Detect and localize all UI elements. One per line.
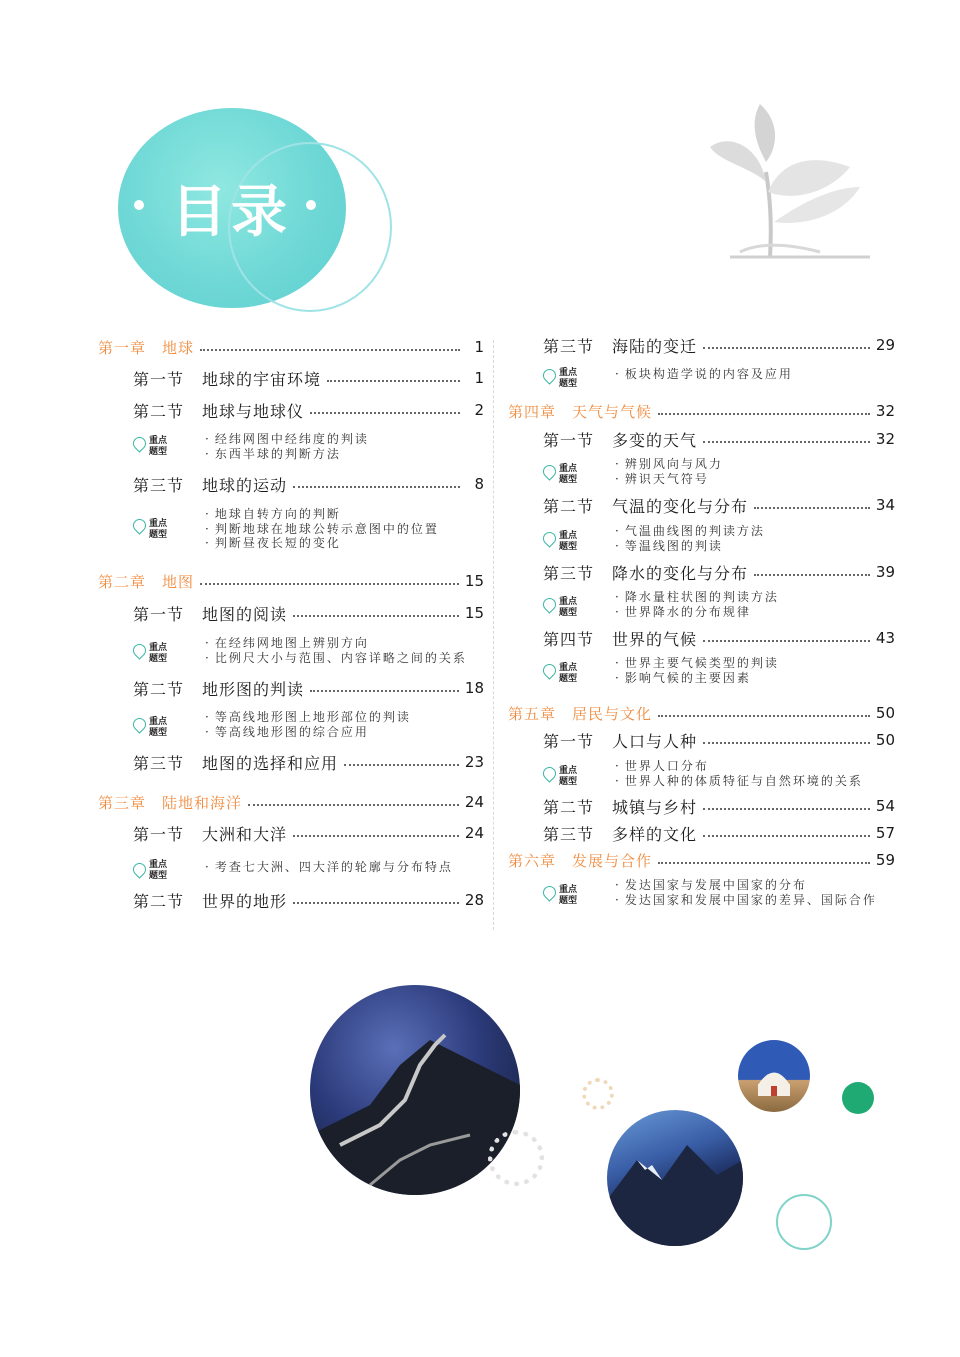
focus-item: · 世界人种的体质特征与自然环境的关系 xyxy=(615,774,863,789)
leader-dots xyxy=(200,349,460,351)
column-divider xyxy=(493,340,494,930)
section-number: 第三节 xyxy=(543,824,595,844)
focus-badge xyxy=(133,507,193,540)
badge-line1: 重点 xyxy=(149,519,168,529)
toc-section-4-1[interactable] xyxy=(508,426,895,452)
section-title: 地图的选择和应用 xyxy=(202,753,339,773)
badge-line1: 重点 xyxy=(559,663,578,673)
focus-item: · 辨识天气符号 xyxy=(615,472,723,487)
badge-line1: 重点 xyxy=(149,436,168,446)
section-number: 第二节 xyxy=(543,797,595,817)
badge-line1: 重点 xyxy=(559,531,578,541)
focus-item: · 判断地球在地球公转示意图中的位置 xyxy=(205,522,439,537)
yurt-shape xyxy=(738,1040,810,1112)
section-title: 多样的文化 xyxy=(612,824,698,844)
focus-badge xyxy=(543,524,603,554)
page-number: 15 xyxy=(464,572,484,590)
toc-section-5-3[interactable] xyxy=(508,820,895,846)
leader-dots xyxy=(703,441,870,443)
section-title: 人口与人种 xyxy=(612,731,698,751)
focus-item: · 辨别风向与风力 xyxy=(615,457,723,472)
page-number: 34 xyxy=(875,496,895,514)
focus-item: · 世界人口分布 xyxy=(615,759,863,774)
badge-line2: 题型 xyxy=(149,654,168,664)
focus-badge xyxy=(543,656,603,686)
focus-topics-1-2 xyxy=(133,432,484,462)
section-title: 降水的变化与分布 xyxy=(612,563,749,583)
section-title: 世界的地形 xyxy=(202,891,288,911)
focus-item: · 经纬网图中经纬度的判读 xyxy=(205,432,369,447)
badge-line2: 题型 xyxy=(149,530,168,540)
focus-item: · 降水量柱状图的判读方法 xyxy=(615,590,779,605)
badge-line2: 题型 xyxy=(149,728,168,738)
section-number: 第二节 xyxy=(543,496,595,516)
leader-dots xyxy=(754,574,870,576)
toc-section-2-2[interactable] xyxy=(98,675,484,701)
page-number: 24 xyxy=(464,793,484,811)
toc-chapter-4[interactable] xyxy=(508,398,895,424)
toc-chapter-5[interactable] xyxy=(508,700,895,726)
section-title: 海陆的变迁 xyxy=(612,336,698,356)
badge-line2: 题型 xyxy=(559,777,578,787)
leader-dots xyxy=(703,347,870,349)
focus-item: · 世界主要气候类型的判读 xyxy=(615,656,779,671)
yurt-photo xyxy=(738,1040,810,1112)
leader-dots xyxy=(200,583,459,585)
badge-line2: 题型 xyxy=(559,674,578,684)
location-pin-icon xyxy=(540,595,558,613)
section-title: 城镇与乡村 xyxy=(612,797,698,817)
section-number: 第一节 xyxy=(133,369,185,389)
location-pin-icon xyxy=(130,641,148,659)
toc-section-1-1[interactable] xyxy=(98,365,484,391)
location-pin-icon xyxy=(540,462,558,480)
section-title: 大洲和大洋 xyxy=(202,824,288,844)
page-title: 目录 xyxy=(171,180,291,245)
page-number: 57 xyxy=(875,824,895,842)
section-number: 第一节 xyxy=(133,824,185,844)
section-number: 第二节 xyxy=(133,679,185,699)
toc-section-2-1[interactable] xyxy=(98,600,484,626)
toc-chapter-3[interactable] xyxy=(98,789,484,815)
badge-line1: 重点 xyxy=(559,464,578,474)
badge-line1: 重点 xyxy=(149,643,168,653)
leader-dots xyxy=(293,615,459,617)
page-number: 1 xyxy=(474,338,484,356)
badge-line1: 重点 xyxy=(559,885,578,895)
leader-dots xyxy=(703,742,870,744)
section-title: 地球的宇宙环境 xyxy=(202,369,322,389)
toc-chapter-1[interactable] xyxy=(98,334,484,360)
toc-section-4-2[interactable] xyxy=(508,492,895,518)
badge-line2: 题型 xyxy=(559,896,578,906)
section-title: 地球与地球仪 xyxy=(202,401,305,421)
page-number: 29 xyxy=(875,336,895,354)
chapter-number: 第六章 xyxy=(508,851,557,870)
focus-item: · 考查七大洲、四大洋的轮廓与分布特点 xyxy=(205,860,453,875)
focus-topics-3-3 xyxy=(543,364,895,394)
mountain-photo xyxy=(607,1110,743,1246)
badge-line1: 重点 xyxy=(149,717,168,727)
section-title: 世界的气候 xyxy=(612,629,698,649)
focus-badge xyxy=(133,432,193,462)
page-number: 2 xyxy=(474,401,484,419)
badge-line2: 题型 xyxy=(149,871,168,881)
page-number: 15 xyxy=(464,604,484,622)
focus-topics-1-3 xyxy=(133,507,484,551)
chapter-number: 第三章 xyxy=(98,793,147,812)
focus-badge xyxy=(543,759,603,789)
page-number: 32 xyxy=(875,402,895,420)
chapter-title: 陆地和海洋 xyxy=(162,793,243,812)
toc-section-1-2[interactable] xyxy=(98,397,484,423)
toc-chapter-6[interactable] xyxy=(508,847,895,873)
toc-chapter-2[interactable] xyxy=(98,568,484,594)
focus-item: · 世界降水的分布规律 xyxy=(615,605,779,620)
leader-dots xyxy=(248,804,459,806)
focus-badge xyxy=(133,710,193,740)
focus-item: · 比例尺大小与范围、内容详略之间的关系 xyxy=(205,651,467,666)
badge-line2: 题型 xyxy=(559,475,578,485)
section-title: 地形图的判读 xyxy=(202,679,305,699)
leader-dots xyxy=(754,507,870,509)
focus-topics-2-2 xyxy=(133,710,484,740)
section-number: 第一节 xyxy=(133,604,185,624)
badge-line2: 题型 xyxy=(559,542,578,552)
section-number: 第二节 xyxy=(133,891,185,911)
focus-badge xyxy=(133,636,193,666)
focus-item: · 在经纬网地图上辨别方向 xyxy=(205,636,467,651)
chapter-title: 地球 xyxy=(162,338,195,357)
focus-item: · 发达国家和发展中国家的差异、国际合作 xyxy=(615,893,877,908)
section-number: 第一节 xyxy=(543,430,595,450)
section-title: 多变的天气 xyxy=(612,430,698,450)
leader-dots xyxy=(658,862,870,864)
leader-dots xyxy=(310,690,459,692)
page-number: 32 xyxy=(875,430,895,448)
toc-section-4-3[interactable] xyxy=(508,559,895,585)
page-number: 18 xyxy=(464,679,484,697)
leader-dots xyxy=(293,835,459,837)
page-number: 23 xyxy=(464,753,484,771)
chapter-number: 第一章 xyxy=(98,338,147,357)
focus-badge xyxy=(543,590,603,620)
focus-item: · 等温线图的判读 xyxy=(615,539,765,554)
focus-topics-4-3 xyxy=(543,590,895,620)
leader-dots xyxy=(310,412,460,414)
badge-line2: 题型 xyxy=(559,379,578,389)
section-number: 第三节 xyxy=(133,475,185,495)
page-number: 54 xyxy=(875,797,895,815)
focus-badge xyxy=(543,364,603,394)
toc-section-3-3[interactable] xyxy=(508,332,895,358)
focus-item: · 等高线地形图的综合应用 xyxy=(205,725,411,740)
leader-dots xyxy=(703,835,870,837)
focus-topics-4-1 xyxy=(543,457,895,487)
toc-section-1-3[interactable] xyxy=(98,471,484,497)
toc-section-3-2[interactable] xyxy=(98,887,484,913)
section-number: 第二节 xyxy=(133,401,185,421)
focus-badge xyxy=(543,878,603,908)
chapter-title: 发展与合作 xyxy=(572,851,653,870)
focus-badge xyxy=(133,855,193,885)
chapter-title: 居民与文化 xyxy=(572,704,653,723)
focus-topics-5-1 xyxy=(543,759,895,789)
page-number: 43 xyxy=(875,629,895,647)
location-pin-icon xyxy=(540,764,558,782)
chapter-number: 第四章 xyxy=(508,402,557,421)
section-title: 地球的运动 xyxy=(202,475,288,495)
page-number: 1 xyxy=(474,369,484,387)
location-pin-icon xyxy=(540,366,558,384)
page-number: 8 xyxy=(474,475,484,493)
dotted-dot-decoration xyxy=(582,1078,614,1110)
location-pin-icon xyxy=(540,661,558,679)
leader-dots xyxy=(658,413,870,415)
leader-dots xyxy=(703,640,870,642)
section-number: 第三节 xyxy=(543,336,595,356)
page-number: 39 xyxy=(875,563,895,581)
section-title: 气温的变化与分布 xyxy=(612,496,749,516)
toc-section-5-2[interactable] xyxy=(508,793,895,819)
page-number: 59 xyxy=(875,851,895,869)
focus-topics-2-1 xyxy=(133,636,484,666)
badge-line2: 题型 xyxy=(559,608,578,618)
badge-line1: 重点 xyxy=(559,368,578,378)
green-dot-decoration xyxy=(842,1082,874,1114)
leader-dots xyxy=(658,715,870,717)
focus-topics-3-1 xyxy=(133,855,484,885)
location-pin-icon xyxy=(540,883,558,901)
badge-line1: 重点 xyxy=(149,860,168,870)
focus-item: · 气温曲线图的判读方法 xyxy=(615,524,765,539)
focus-item: · 东西半球的判断方法 xyxy=(205,447,369,462)
focus-topics-6 xyxy=(543,878,895,908)
badge-line1: 重点 xyxy=(559,766,578,776)
leader-dots xyxy=(327,380,460,382)
focus-item: · 影响气候的主要因素 xyxy=(615,671,779,686)
location-pin-icon xyxy=(130,860,148,878)
section-number: 第三节 xyxy=(543,563,595,583)
leader-dots xyxy=(703,808,870,810)
focus-topics-4-2 xyxy=(543,524,895,554)
badge-line1: 重点 xyxy=(559,597,578,607)
section-number: 第三节 xyxy=(133,753,185,773)
toc-section-2-3[interactable] xyxy=(98,749,484,775)
focus-item: · 板块构造学说的内容及应用 xyxy=(615,367,793,382)
focus-badge xyxy=(543,457,603,487)
location-pin-icon xyxy=(540,529,558,547)
location-pin-icon xyxy=(130,434,148,452)
section-number: 第一节 xyxy=(543,731,595,751)
dotted-ring-decoration xyxy=(488,1130,544,1186)
chapter-title: 地图 xyxy=(162,572,195,591)
chapter-number: 第二章 xyxy=(98,572,147,591)
focus-item: · 判断昼夜长短的变化 xyxy=(205,536,439,551)
leader-dots xyxy=(293,486,460,488)
page-number: 28 xyxy=(464,891,484,909)
badge-line2: 题型 xyxy=(149,447,168,457)
location-pin-icon xyxy=(130,516,148,534)
focus-topics-4-4 xyxy=(543,656,895,686)
chapter-title: 天气与气候 xyxy=(572,402,653,421)
focus-item: · 发达国家与发展中国家的分布 xyxy=(615,878,877,893)
leader-dots xyxy=(293,902,459,904)
focus-item: · 地球自转方向的判断 xyxy=(205,507,439,522)
plant-illustration xyxy=(700,92,890,272)
chapter-number: 第五章 xyxy=(508,704,557,723)
toc-section-4-4[interactable] xyxy=(508,625,895,651)
toc-section-3-1[interactable] xyxy=(98,820,484,846)
section-number: 第四节 xyxy=(543,629,595,649)
toc-section-5-1[interactable] xyxy=(508,727,895,753)
mountain-silhouette xyxy=(607,1110,743,1246)
location-pin-icon xyxy=(130,715,148,733)
section-title: 地图的阅读 xyxy=(202,604,288,624)
leader-dots xyxy=(344,764,459,766)
focus-item: · 等高线地形图上地形部位的判读 xyxy=(205,710,411,725)
outline-ring-decoration xyxy=(776,1194,832,1250)
page-number: 24 xyxy=(464,824,484,842)
page-number: 50 xyxy=(875,731,895,749)
page-number: 50 xyxy=(875,704,895,722)
